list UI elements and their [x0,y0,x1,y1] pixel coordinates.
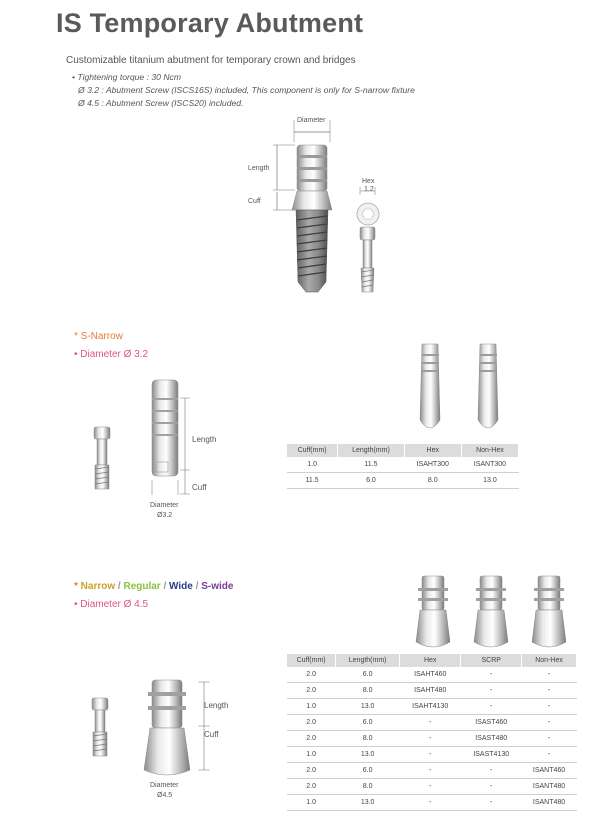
table-row [287,683,577,699]
table-cell: - [400,763,461,779]
section1-heading: * S-Narrow [74,331,123,342]
table-cell: - [400,795,461,811]
table-cell: - [461,667,522,683]
table-row [287,795,577,811]
table-header: Cuff(mm) [287,654,336,667]
table-cell: 2.0 [287,667,336,683]
table-cell: - [522,731,577,747]
table-cell: - [522,667,577,683]
table-row [287,457,519,473]
heading-wide: Wide [169,581,193,592]
heading-swide: S-wide [201,581,234,592]
table-cell: ISAHT480 [400,683,461,699]
table-cell: - [522,747,577,763]
table-header-row [287,444,519,457]
abutment-diagram [240,112,400,302]
table-header: Length(mm) [336,654,400,667]
table-cell: ISAHT4130 [400,699,461,715]
table-cell: 8.0 [336,683,400,699]
section1-illustration [90,370,220,520]
table-row [287,779,577,795]
heading-sep: / [192,581,202,592]
section1-diameter-caption: Diameter [150,502,179,509]
table-cell: - [461,795,522,811]
section2-diameter: • Diameter Ø 4.5 [74,599,149,610]
table-cell: - [400,715,461,731]
table-header: SCRP [461,654,522,667]
table-cell: 6.0 [336,763,400,779]
heading-narrow: Narrow [80,581,116,592]
table-cell: 2.0 [287,715,336,731]
diagram-diameter-label: Diameter [297,117,326,124]
table-header: Non-Hex [522,654,577,667]
section1-diameter: • Diameter Ø 3.2 [74,349,149,360]
section1-table [287,444,519,489]
page-subtitle: Customizable titanium abutment for temporary crown and bridges [66,55,356,66]
table-cell: 13.0 [336,795,400,811]
table-cell: - [522,683,577,699]
table-cell: - [461,699,522,715]
table-cell: - [461,779,522,795]
spec-screw-32: Ø 3.2 : Abutment Screw (ISCS16S) included, This component is only for S-narrow fixture [78,85,415,95]
section1-cuff-label: Cuff [192,483,207,492]
table-cell: - [522,699,577,715]
table-cell: 13.0 [336,699,400,715]
section2-table [287,654,577,811]
heading-star: * [74,581,81,592]
table-row [287,715,577,731]
table-cell: - [461,763,522,779]
table-cell: 13.0 [461,473,518,489]
table-row [287,699,577,715]
table-cell: ISAST4130 [461,747,522,763]
table-header: Length(mm) [338,444,404,457]
table-cell: ISANT480 [522,779,577,795]
section2-cuff-label: Cuff [204,730,219,739]
section2-diameter-value: Ø4.5 [157,792,173,799]
table-cell: 6.0 [338,473,404,489]
heading-regular: Regular [123,581,161,592]
table-cell: ISAST460 [461,715,522,731]
table-cell: - [461,683,522,699]
table-header: Cuff(mm) [287,444,338,457]
section2-diameter-caption: Diameter [150,782,179,789]
table-cell: - [400,779,461,795]
table-cell: 2.0 [287,763,336,779]
diagram-hex-label: Hex [362,178,375,185]
section1-diameter-value: Ø3.2 [157,512,173,519]
table-cell: 1.0 [287,457,338,473]
section2-length-label: Length [204,701,229,710]
table-cell: - [400,747,461,763]
table-header-row [287,654,577,667]
table-cell: 6.0 [336,667,400,683]
table-cell: - [400,731,461,747]
table-cell: 11.5 [338,457,404,473]
table-cell: 2.0 [287,779,336,795]
table-cell: ISANT480 [522,795,577,811]
table-cell: ISAHT300 [404,457,461,473]
diagram-cuff-label: Cuff [248,198,261,205]
table-row [287,473,519,489]
table-cell: 1.0 [287,747,336,763]
table-cell: - [522,715,577,731]
table-cell: 8.0 [336,779,400,795]
table-cell: ISAST480 [461,731,522,747]
table-cell: 1.0 [287,699,336,715]
spec-torque: • Tightening torque : 30 Ncm [72,72,181,82]
table-header: Hex [400,654,461,667]
table-cell: 8.0 [404,473,461,489]
section2-products [410,572,570,652]
heading-sep: / [160,581,170,592]
table-cell: ISANT300 [461,457,518,473]
section1-products [410,340,510,440]
table-cell: 1.0 [287,795,336,811]
table-cell: 13.0 [336,747,400,763]
heading-sep: / [115,581,124,592]
table-row [287,667,577,683]
table-cell: 2.0 [287,683,336,699]
table-cell: ISAHT460 [400,667,461,683]
section1-length-label: Length [192,435,217,444]
table-cell: 8.0 [336,731,400,747]
table-cell: ISANT460 [522,763,577,779]
table-cell: 2.0 [287,731,336,747]
table-cell: 11.5 [287,473,338,489]
table-row [287,747,577,763]
table-row [287,731,577,747]
table-header: Non-Hex [461,444,518,457]
page-title: IS Temporary Abutment [56,8,364,38]
section2-heading [74,581,233,592]
table-cell: 6.0 [336,715,400,731]
table-header: Hex [404,444,461,457]
abutment-cuff [292,191,332,210]
table-row [287,763,577,779]
diagram-hex-value: 1.2 [364,186,374,193]
diagram-length-label: Length [248,165,270,172]
spec-screw-45: Ø 4.5 : Abutment Screw (ISCS20) included. [78,98,244,108]
